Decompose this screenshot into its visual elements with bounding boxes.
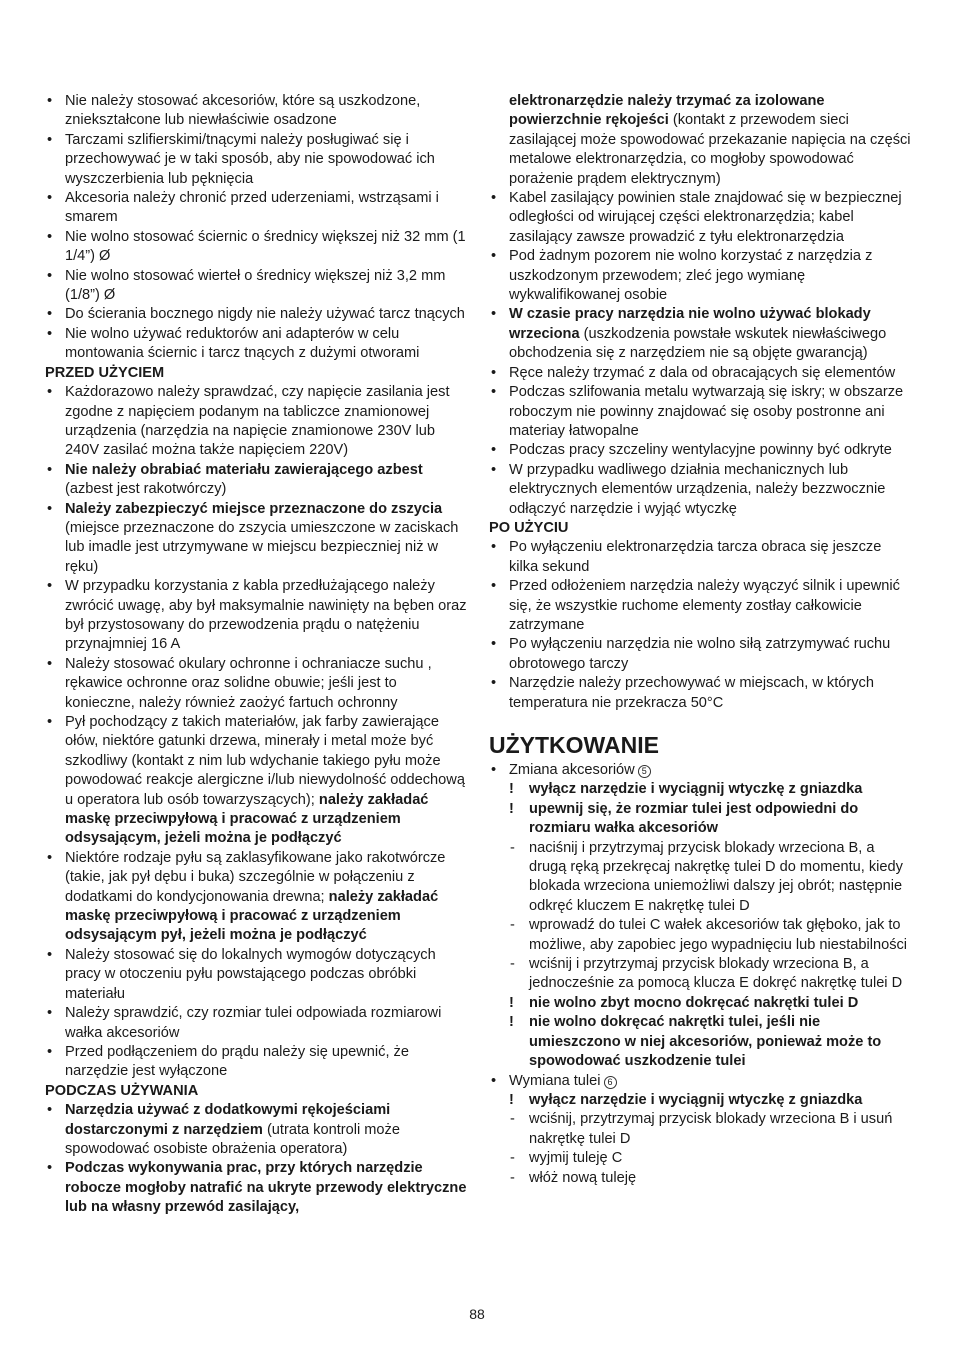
dash-marker: - bbox=[510, 1150, 515, 1167]
item-text: naciśnij i przytrzymaj przycisk blokady wrzeciona B, a drugą ręką przekręcaj nakrętkę tulei D do momentu, kiedy blokada wrzeciona uniemożliwi dalszy jej obrót; następnie odkręć kluczem E nakrętkę tulei D bbox=[529, 839, 903, 914]
item-text: Nie należy stosować akcesoriów, które są uszkodzone, zniekształcone lub niewłaściwie osadzone bbox=[65, 93, 421, 129]
item-text: Nie wolno używać reduktorów ani adapterów w celu montowania ściernic i tarcz tnących z dużymi otworami bbox=[65, 325, 420, 362]
dash-marker: - bbox=[510, 1111, 515, 1128]
item-text: Należy stosować okulary ochronne i ochraniacze suchu , rękawice ochronne oraz solidne obuwie; jeśli jest to konieczne, należy również zaożyć fartuch ochronny bbox=[65, 655, 432, 711]
bold-text: Należy zabezpieczyć miejsce przeznaczone do zszycia bbox=[65, 500, 443, 517]
bullet-marker: • bbox=[491, 636, 497, 653]
exclamation-marker: ! bbox=[509, 781, 514, 798]
bold-text: Nie należy obrabiać materiału zawierającego azbest bbox=[65, 461, 423, 478]
bullet-marker: • bbox=[47, 228, 53, 245]
item-text: wciśnij, przytrzymaj przycisk blokady wrzeciona B i usuń nakrętkę tulei D bbox=[529, 1111, 893, 1147]
list-item bbox=[45, 189, 470, 228]
list-item bbox=[45, 461, 470, 500]
list-item bbox=[489, 305, 911, 363]
step-item bbox=[509, 839, 911, 917]
bullet-marker: • bbox=[491, 461, 497, 478]
list-item bbox=[489, 189, 911, 247]
step-item bbox=[509, 916, 911, 955]
bold-text: nie wolno dokręcać nakrętki tulei, jeśli nie umieszczono w niej akcesoriów, ponieważ może to spowodować uszkodzenie tulei bbox=[529, 1014, 882, 1070]
bullet-marker: • bbox=[491, 384, 497, 401]
bullet-marker: • bbox=[47, 267, 53, 284]
step-item bbox=[509, 1149, 911, 1168]
bullet-marker: • bbox=[47, 461, 53, 478]
dash-marker: - bbox=[510, 956, 515, 973]
list-item bbox=[489, 538, 911, 577]
item-text: (kontakt z przewodem sieci zasilającej może spowodować przekazanie napięcia na części metalowe elektronarzędzia, co mogłoby spowodować porażenie prądem elektrycznym) bbox=[509, 112, 911, 187]
list-item bbox=[45, 267, 470, 306]
list-item bbox=[45, 92, 470, 131]
bullet-marker: • bbox=[47, 384, 53, 401]
bullet-marker: • bbox=[47, 1005, 53, 1022]
bullet-marker: • bbox=[491, 539, 497, 556]
item-text: wprowadź do tulei C wałek akcesoriów tak głęboko, jak to możliwe, aby zapobiec jego wypadnięciu lub niestabilności bbox=[529, 917, 908, 953]
list-item bbox=[489, 364, 911, 383]
warning-item bbox=[509, 780, 911, 799]
list-item bbox=[45, 1159, 470, 1217]
warning-item bbox=[509, 800, 911, 839]
dash-marker: - bbox=[510, 839, 515, 856]
item-text: Każdorazowo należy sprawdzać, czy napięcie zasilania jest zgodne z napięciem podanym na tabliczce znamionowej urządzenia (narzędzia na napięcie znamionowe 230V lub 240V zasilać można także napięciem 220V) bbox=[65, 384, 450, 459]
item-text: (miejsce przeznaczone do zszycia umieszczone w zaciskach lub imadle jest utrzymywane w miejscu bezpieczniej niż w ręku) bbox=[65, 519, 459, 575]
list-item bbox=[45, 228, 470, 267]
item-text: Pył pochodzący z takich materiałów, jak farby zawierające ołów, niektóre gatunki drzewa, minerały i metal może być szkodliwy (kontakt z nim lub wdychanie takiego pyłu może powodować reakcje alergiczne i/lub niewydolność oddechową u operatora lub osób towarzyszących); bbox=[65, 714, 465, 808]
bullet-marker: • bbox=[47, 655, 53, 672]
list-item bbox=[45, 849, 470, 946]
item-text: Przed podłączeniem do prądu należy się upewnić, że narzędzie jest wyłączone bbox=[65, 1043, 409, 1080]
list-item bbox=[45, 713, 470, 849]
item-text: Przed odłożeniem narzędzia należy wyączyć silnik i upewnić się, że wszystkie ruchome elementy zostłay całkowicie zatrzymane bbox=[509, 578, 900, 633]
bullet-marker: • bbox=[491, 248, 497, 265]
item-text: Niektóre rodzaje pyłu są zaklasyfikowane jako rakotwórcze (takie, jak pył dębu i buka) szczególnie w połączeniu z dodatkami do kondycjonowania drewna; bbox=[65, 849, 446, 905]
list-item bbox=[45, 946, 470, 1004]
list-item bbox=[45, 1043, 470, 1082]
item-text: Ręce należy trzymać z dala od obracających się elementów bbox=[509, 364, 896, 381]
dash-marker: - bbox=[510, 1169, 515, 1186]
bullet-marker: • bbox=[491, 578, 497, 595]
bullet-marker: • bbox=[47, 849, 53, 866]
bullet-marker: • bbox=[47, 946, 53, 963]
bold-text: wyłącz narzędzie i wyciągnij wtyczkę z gniazdka bbox=[529, 781, 863, 798]
bullet-marker: • bbox=[491, 306, 497, 323]
bullet-marker: • bbox=[47, 325, 53, 342]
exclamation-marker: ! bbox=[509, 994, 514, 1011]
item-text: Narzędzie należy przechowywać w miejscach, w których temperatura nie przekracza 50°C bbox=[509, 675, 874, 711]
figure-reference: 6 bbox=[604, 1076, 617, 1089]
list-item bbox=[489, 1072, 911, 1091]
item-text: Akcesoria należy chronić przed uderzeniami, wstrząsami i smarem bbox=[65, 190, 439, 226]
item-text: Wymiana tulei bbox=[509, 1072, 601, 1089]
bullet-marker: • bbox=[47, 714, 53, 730]
step-item bbox=[509, 1110, 911, 1149]
section-heading: PRZED UŻYCIEM bbox=[45, 364, 165, 381]
bold-text: elektronarzędzie należy trzymać za izolowane powierzchnie rękojeści bbox=[509, 93, 825, 129]
bold-text: W czasie pracy narzędzia nie wolno używać blokady wrzeciona bbox=[509, 306, 871, 342]
item-text: Nie wolno stosować wierteł o średnicy większej niż 3,2 mm (1/8”) Ø bbox=[65, 267, 446, 304]
bold-text: należy zakładać maskę przeciwpyłową i pracować z urządzeniem odsysającym pył, jeżeli można je podłączyć bbox=[65, 888, 439, 944]
list-item bbox=[489, 674, 911, 713]
bullet-marker: • bbox=[491, 364, 497, 381]
bullet-marker: • bbox=[47, 1043, 53, 1060]
bold-text: upewnij się, że rozmiar tulei jest odpowiedni do rozmiaru wałka akcesoriów bbox=[529, 800, 859, 837]
bullet-marker: • bbox=[491, 190, 497, 207]
exclamation-marker: ! bbox=[509, 1091, 514, 1108]
exclamation-marker: ! bbox=[509, 1014, 514, 1031]
item-text: Tarczami szlifierskimi/tnącymi należy posługiwać się i przechowywać je w taki sposób, aby nie spowodować ich wyszczerbienia lub pęknięcia bbox=[65, 131, 435, 187]
warning-item bbox=[509, 1091, 911, 1110]
bullet-marker: • bbox=[47, 578, 53, 595]
bullet-marker: • bbox=[47, 1102, 53, 1119]
section-heading: PODCZAS UŻYWANIA bbox=[45, 1082, 199, 1099]
item-text: Kabel zasilający powinien stale znajdować się w bezpiecznej odległości od wirującej części elektronarzędzia; kabel zasilający zawsze prowadzić z tyłu elektronarzędzia bbox=[509, 190, 902, 245]
list-item bbox=[489, 247, 911, 305]
item-text: (utrata kontroli może spowodować osobiste obrażenia operatora) bbox=[65, 1121, 400, 1157]
list-item bbox=[489, 761, 911, 780]
bullet-marker: • bbox=[47, 306, 53, 323]
item-text: Zmiana akcesoriów bbox=[509, 762, 635, 778]
section-heading: PO UŻYCIU bbox=[489, 519, 569, 536]
list-item bbox=[45, 1101, 470, 1159]
section-title: UŻYTKOWANIE bbox=[489, 732, 659, 758]
list-item bbox=[45, 577, 470, 655]
list-item bbox=[489, 461, 911, 519]
list-item bbox=[45, 1004, 470, 1043]
list-item bbox=[489, 383, 911, 441]
bold-text: Narzędzia używać z dodatkowymi rękojeściami dostarczonymi z narzędziem bbox=[65, 1102, 391, 1138]
item-text: (uszkodzenia powstałe wskutek niewłaściwego obchodzenia się z narzędziem nie są objęte gwarancją) bbox=[509, 325, 887, 362]
bullet-marker: • bbox=[491, 1072, 497, 1089]
figure-reference: 5 bbox=[638, 765, 651, 778]
list-item bbox=[45, 383, 470, 461]
item-text: Podczas szlifowania metalu wytwarzają się iskry; w obszarze roboczym nie powinny znajdować się osoby postronne ani materiay łatwopalne bbox=[509, 384, 904, 439]
bullet-marker: • bbox=[491, 675, 497, 692]
bullet-marker: • bbox=[491, 442, 497, 459]
item-text: wciśnij i przytrzymaj przycisk blokady wrzeciona B, a jednocześnie za pomocą klucza E dokręć nakrętkę tulei D bbox=[529, 956, 903, 992]
item-text: Po wyłączeniu narzędzia nie wolno siłą zatrzymywać ruchu obrotowego tarczy bbox=[509, 636, 891, 672]
bullet-marker: • bbox=[47, 1160, 53, 1177]
list-item bbox=[45, 305, 470, 324]
bold-text: Podczas wykonywania prac, przy których narzędzie robocze mogłoby natrafić na ukryte przewody elektryczne lub na własny przewód zasilający, bbox=[65, 1160, 467, 1216]
item-text: Należy stosować się do lokalnych wymogów dotyczących pracy w otoczeniu pyłu powstającego podczas obróbki materiału bbox=[65, 946, 436, 1002]
item-text: Należy sprawdzić, czy rozmiar tulei odpowiada rozmiarowi wałka akcesoriów bbox=[65, 1005, 442, 1041]
list-item bbox=[45, 131, 470, 189]
bold-text: wyłącz narzędzie i wyciągnij wtyczkę z gniazdka bbox=[529, 1091, 863, 1108]
page-number: 88 bbox=[469, 1306, 485, 1322]
list-item bbox=[45, 500, 470, 578]
list-item bbox=[489, 92, 911, 189]
list-item bbox=[489, 635, 911, 674]
right-column bbox=[489, 92, 911, 1188]
item-text: W przypadku wadliwego działnia mechanicznych lub elektrycznych elementów urządzenia, należy bezzwocznie odłączyć narzędzie i wyjąć wtyczkę bbox=[509, 461, 886, 517]
item-text: Po wyłączeniu elektronarzędzia tarcza obraca się jeszcze kilka sekund bbox=[509, 539, 882, 575]
item-text: (azbest jest rakotwórczy) bbox=[65, 481, 227, 498]
item-text: Do ścierania bocznego nigdy nie należy używać tarcz tnących bbox=[65, 306, 465, 323]
step-item bbox=[509, 955, 911, 994]
bullet-marker: • bbox=[47, 190, 53, 207]
bullet-marker: • bbox=[47, 93, 53, 109]
left-column bbox=[45, 92, 470, 1218]
list-item bbox=[489, 441, 911, 460]
bold-text: nie wolno zbyt mocno dokręcać nakrętki tulei D bbox=[529, 994, 859, 1011]
bullet-marker: • bbox=[47, 131, 53, 148]
warning-item bbox=[509, 1013, 911, 1071]
item-text: Podczas pracy szczeliny wentylacyjne powinny być odkryte bbox=[509, 442, 892, 459]
item-text: W przypadku korzystania z kabla przedłużającego należy zwrócić uwagę, aby był maksymalnie nawinięty na bęben oraz był przystosowany do przewodzenia prądu o natężeniu przynajmniej 16 A bbox=[65, 578, 467, 653]
exclamation-marker: ! bbox=[509, 800, 514, 817]
warning-item bbox=[509, 994, 911, 1013]
list-item bbox=[489, 577, 911, 635]
item-text: włóż nową tuleję bbox=[529, 1169, 637, 1186]
bold-text: należy zakładać maskę przeciwpyłową i pracować z urządzeniem odsysającym, jeżeli można je podłączyć bbox=[65, 791, 429, 847]
item-text: Pod żadnym pozorem nie wolno korzystać z narzędzia z uszkodzonym przewodem; zleć jego wymianę wykwalifikowanej osobie bbox=[509, 248, 873, 304]
bullet-marker: • bbox=[491, 762, 497, 778]
dash-marker: - bbox=[510, 917, 515, 934]
item-text: wyjmij tuleję C bbox=[529, 1150, 623, 1167]
item-text: Nie wolno stosować ściernic o średnicy większej niż 32 mm (1 1/4”) Ø bbox=[65, 228, 466, 265]
list-item bbox=[45, 325, 470, 364]
bullet-marker: • bbox=[47, 500, 53, 517]
list-item bbox=[45, 655, 470, 713]
step-item bbox=[509, 1169, 911, 1188]
